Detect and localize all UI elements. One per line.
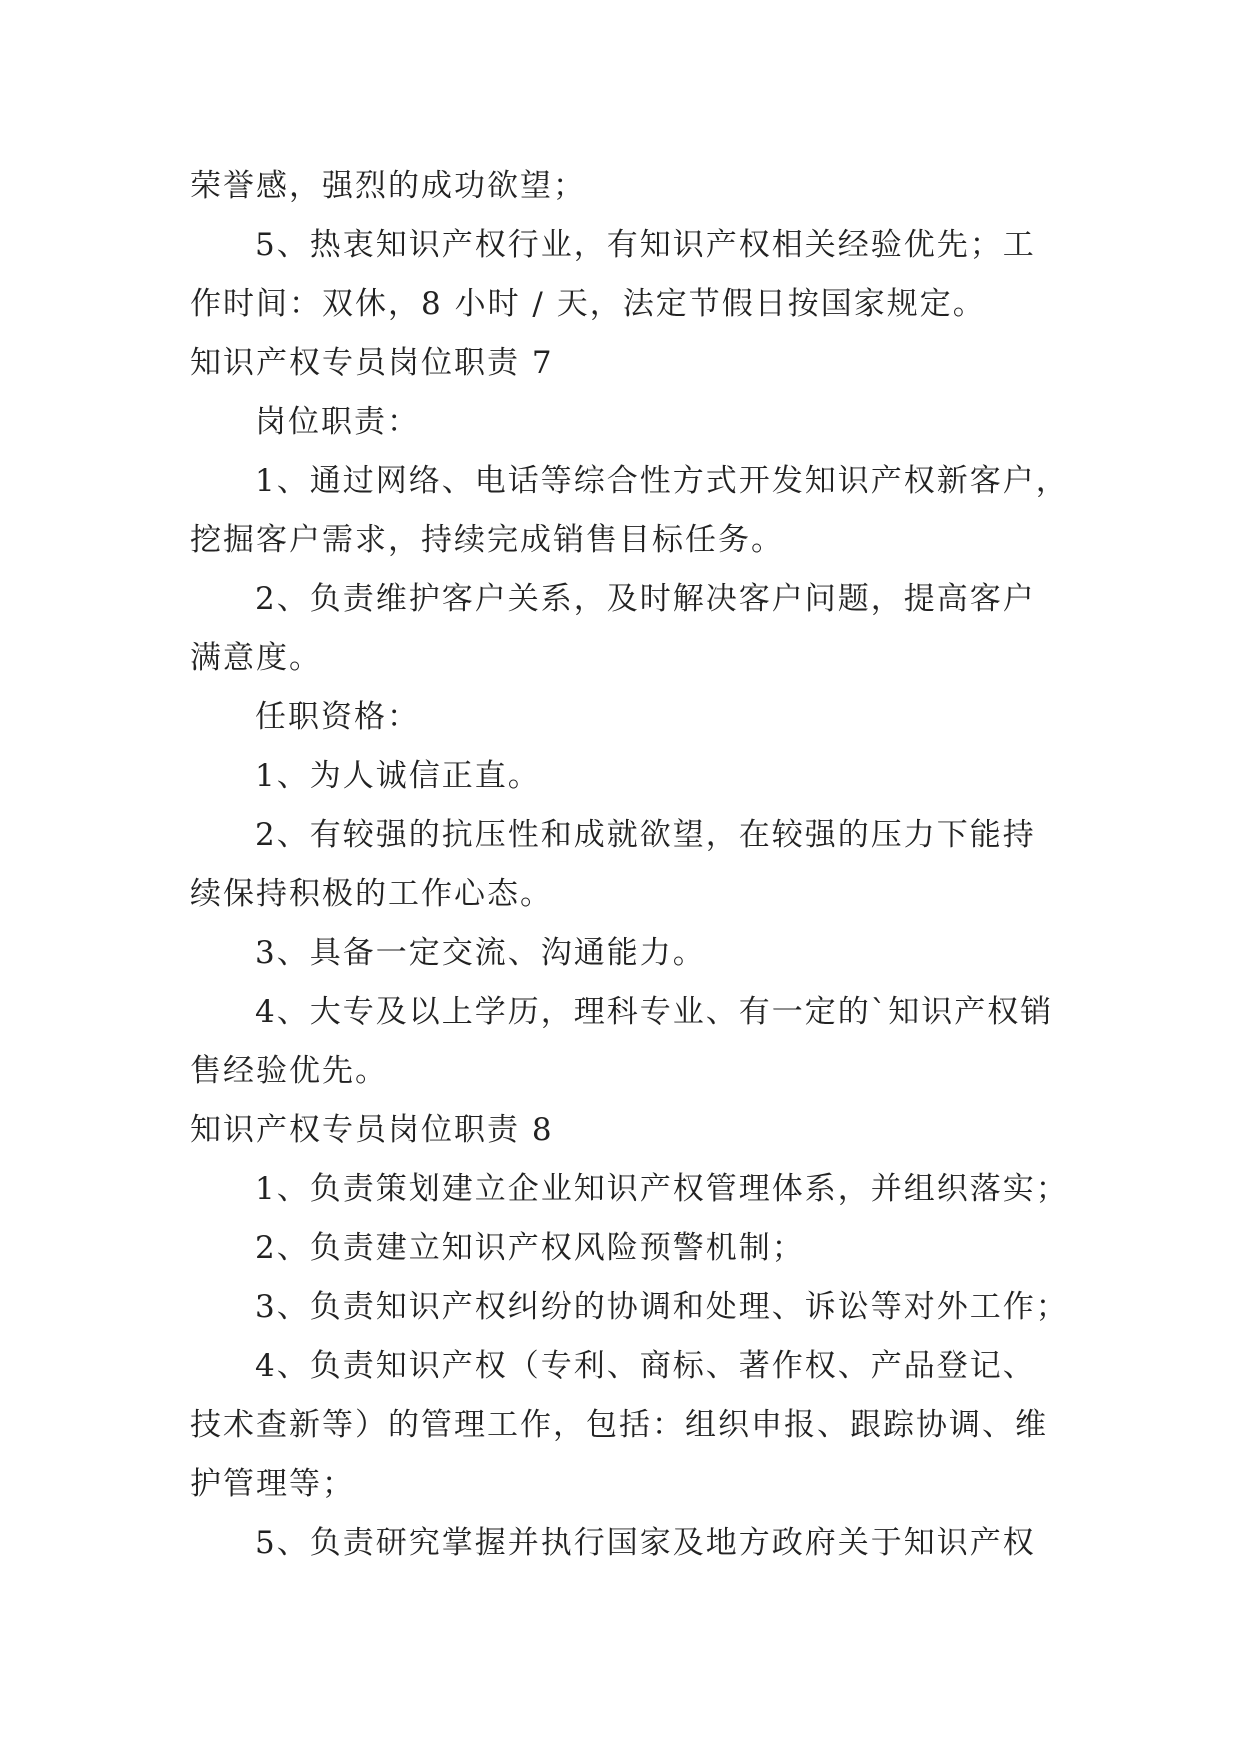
text-line: 售经验优先。 [190,1053,388,1089]
text-line: 挖掘客户需求，持续完成销售目标任务。 [190,522,784,558]
text-line: 荣誉感，强烈的成功欲望； [190,168,586,204]
text-line: 3、具备一定交流、沟通能力。 [255,935,706,971]
text-line: 2、有较强的抗压性和成就欲望，在较强的压力下能持 [255,817,1036,853]
text-line: 3、负责知识产权纠纷的协调和处理、诉讼等对外工作； [255,1289,1069,1325]
text-line: 1、通过网络、电话等综合性方式开发知识产权新客户， [255,463,1069,499]
text-line: 护管理等； [190,1466,355,1502]
text-line: 1、负责策划建立企业知识产权管理体系，并组织落实； [255,1171,1069,1207]
text-line: 2、负责建立知识产权风险预警机制； [255,1230,805,1266]
section-heading: 知识产权专员岗位职责 8 [190,1112,554,1148]
text-line: 4、负责知识产权（专利、商标、著作权、产品登记、 [255,1348,1036,1384]
section-heading: 知识产权专员岗位职责 7 [190,345,554,381]
subsection-heading: 岗位职责： [255,404,420,440]
text-line: 作时间：双休，8 小时 / 天，法定节假日按国家规定。 [190,286,986,322]
text-line: 续保持积极的工作心态。 [190,876,553,912]
text-line: 2、负责维护客户关系，及时解决客户问题，提高客户 [255,581,1036,617]
text-line: 5、热衷知识产权行业，有知识产权相关经验优先；工 [255,227,1036,263]
text-line: 5、负责研究掌握并执行国家及地方政府关于知识产权 [255,1525,1036,1561]
text-line: 技术查新等）的管理工作，包括：组织申报、跟踪协调、维 [190,1407,1048,1443]
subsection-heading: 任职资格： [255,699,420,735]
text-line: 4、大专及以上学历，理科专业、有一定的`知识产权销 [255,994,1054,1030]
text-line: 满意度。 [190,640,322,676]
text-line: 1、为人诚信正直。 [255,758,541,794]
